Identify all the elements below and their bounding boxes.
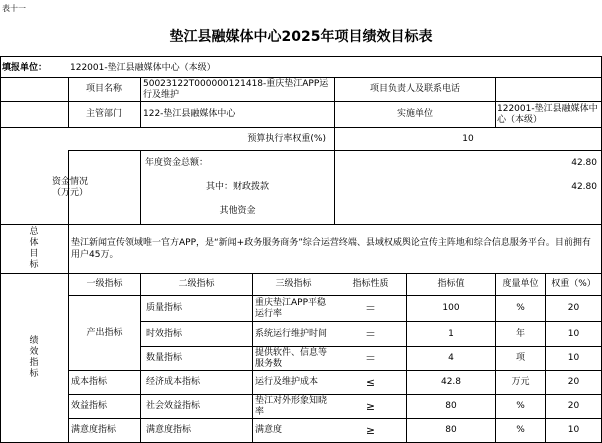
- perf-row-nature: ≥: [365, 400, 376, 413]
- perf-row-l2: 经济成本指标: [146, 377, 201, 387]
- funds-label: 资金情况 （万元）: [51, 176, 88, 198]
- perf-row-value: 80: [445, 401, 457, 411]
- perf-row-value: 4: [448, 353, 454, 363]
- perf-row-l1: 满意度指标: [71, 425, 117, 435]
- table-tag: 表十一: [2, 3, 26, 13]
- perf-header-unit: 度量单位: [502, 279, 539, 289]
- perf-row-l3: 提供软件、信息等服务数: [255, 347, 328, 369]
- perf-header-weight: 权重（%）: [551, 279, 596, 289]
- perf-row-weight: 10: [567, 328, 580, 339]
- page-title: 垫江县融媒体中心2025年项目绩效目标表: [169, 28, 433, 45]
- perf-row-value: 42.8: [440, 377, 462, 387]
- filler-label: 填报单位：: [2, 62, 48, 73]
- perf-row-unit: 年: [515, 328, 525, 339]
- perf-row-l3: 垫江对外形象知晓率: [255, 395, 328, 417]
- perf-header-l1: 一级指标: [86, 279, 123, 289]
- impl-value: 122001-垫江县融媒体中心（本级）: [497, 103, 598, 125]
- project-name-value: 50023122T000000121418-重庆垫江APP运行及维护: [143, 78, 329, 100]
- funds-other-label: 其他资金: [219, 206, 256, 216]
- perf-header-l2: 二级指标: [178, 279, 215, 289]
- weight-value: 10: [462, 133, 474, 144]
- perf-row-weight: 20: [567, 377, 580, 387]
- perf-row-unit: 项: [515, 353, 525, 363]
- perf-row-unit: %: [516, 425, 525, 435]
- perf-row-l3: 运行及维护成本: [255, 377, 319, 387]
- perf-label: 绩 效 指 标: [29, 336, 39, 379]
- contact-value: [497, 78, 600, 101]
- perf-row-l1: 成本指标: [71, 377, 108, 387]
- perf-row-l3: 重庆垫江APP平稳运行率: [255, 297, 327, 319]
- perf-row-nature: ≥: [365, 424, 376, 437]
- perf-output-l1: 产出指标: [86, 327, 123, 338]
- perf-header-l3: 三级指标: [275, 279, 312, 289]
- funds-fiscal-value: 42.80: [571, 181, 597, 192]
- contact-label: 项目负责人及联系电话: [369, 84, 460, 94]
- perf-row-nature: ≤: [365, 376, 376, 389]
- perf-row-nature: ＝: [365, 302, 376, 315]
- perf-row-unit: %: [516, 303, 525, 313]
- perf-header-value: 指标值: [437, 279, 465, 289]
- funds-annual-label: 年度资金总额：: [145, 157, 209, 168]
- dept-label: 主管部门: [85, 109, 122, 119]
- perf-row-value: 100: [442, 303, 460, 313]
- perf-header-nature: 指标性质: [352, 279, 389, 289]
- perf-row-l3: 满意度: [255, 425, 283, 435]
- perf-row-weight: 10: [567, 353, 580, 363]
- dept-value: 122-垫江县融媒体中心: [143, 109, 236, 119]
- perf-row-l1: 效益指标: [71, 401, 108, 411]
- perf-row-unit: %: [516, 401, 525, 411]
- funds-other-value: [335, 199, 597, 224]
- impl-label: 实施单位: [396, 109, 433, 119]
- perf-row-nature: ＝: [365, 352, 376, 365]
- perf-row-value: 1: [448, 328, 454, 339]
- weight-label: 预算执行率权重(%): [247, 133, 326, 144]
- perf-row-l2: 时效指标: [146, 328, 183, 339]
- funds-annual-value: 42.80: [571, 157, 597, 168]
- perf-row-weight: 20: [567, 303, 580, 313]
- perf-row-nature: ＝: [365, 327, 376, 341]
- perf-row-weight: 20: [567, 401, 580, 411]
- perf-row-l2: 满意度指标: [146, 425, 192, 435]
- perf-row-unit: 万元: [511, 377, 530, 387]
- perf-row-weight: 10: [567, 425, 580, 435]
- perf-row-l3: 系统运行维护时间: [255, 328, 328, 339]
- perf-row-value: 80: [445, 425, 457, 435]
- perf-row-l2: 质量指标: [146, 303, 183, 313]
- perf-row-l2: 社会效益指标: [146, 401, 201, 411]
- goal-text: 垫江新闻宣传领域唯一官方APP，是“新闻+政务服务商务”综合运营终端、县域权威舆论宣传主阵地和综合信息服务平台。目前拥有用户45万。: [71, 238, 591, 260]
- project-name-label: 项目名称: [85, 84, 122, 94]
- goal-label: 总 体 目 标: [29, 227, 39, 270]
- funds-fiscal-label: 其中：财政拨款: [205, 181, 269, 192]
- filler-value: 122001-垫江县融媒体中心（本级）: [70, 62, 216, 73]
- perf-row-l2: 数量指标: [146, 353, 183, 363]
